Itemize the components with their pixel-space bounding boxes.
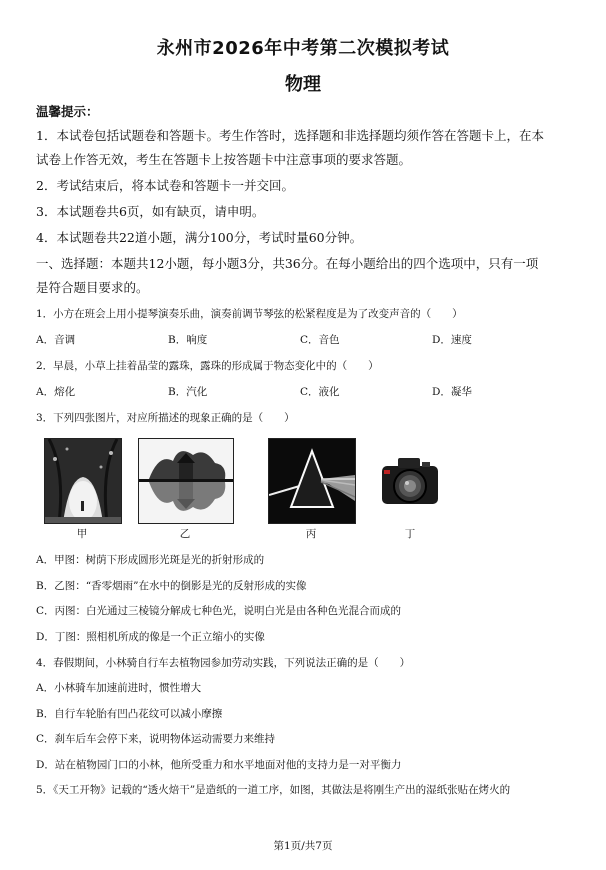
question-3-option-c: C．丙图：白光通过三棱镜分解成七种色光，说明白光是由各种色光混合而成的 xyxy=(36,605,402,617)
prism-image xyxy=(268,438,356,524)
question-2-option-c: C．液化 xyxy=(300,386,340,398)
question-4-stem: 4．春假期间，小林骑自行车去植物园参加劳动实践，下列说法正确的是（ ） xyxy=(36,657,411,669)
question-2-option-b: B．汽化 xyxy=(168,386,208,398)
caption-jia: 甲 xyxy=(76,528,88,540)
exam-title: 永州市2026年中考第二次模拟考试 xyxy=(156,38,450,59)
pavilion-reflection-image xyxy=(138,438,234,524)
notice-item-1: 1．本试卷包括试题卷和答题卡。考生作答时，选择题和非选择题均须作答在答题卡上，在本 xyxy=(36,128,544,143)
question-1-stem: 1．小方在班会上用小提琴演奏乐曲，演奏前调节琴弦的松紧程度是为了改变声音的（ ） xyxy=(36,308,463,320)
question-4-option-a: A．小林骑车加速前进时，惯性增大 xyxy=(36,682,202,694)
caption-yi: 乙 xyxy=(179,528,191,540)
question-2-stem: 2．早晨，小草上挂着晶莹的露珠，露珠的形成属于物态变化中的（ ） xyxy=(36,360,379,372)
notice-heading: 温馨提示： xyxy=(36,104,99,119)
question-1-option-d: D．速度 xyxy=(432,334,472,346)
caption-bing: 丙 xyxy=(305,528,317,540)
question-4-option-d: D．站在植物园门口的小林，他所受重力和水平地面对他的支持力是一对平衡力 xyxy=(36,759,402,771)
notice-item-3: 3．本试题卷共6页，如有缺页，请申明。 xyxy=(36,204,265,219)
question-3-option-b: B．乙图：“香零烟雨”在水中的倒影是光的反射形成的实像 xyxy=(36,580,307,592)
question-1-option-c: C．音色 xyxy=(300,334,340,346)
question-1-option-a: A．音调 xyxy=(36,334,76,346)
question-2-option-d: D．凝华 xyxy=(432,386,472,398)
page-number: 第1页/共7页 xyxy=(273,840,333,852)
notice-item-4: 4．本试题卷共22道小题，满分100分，考试时量60分钟。 xyxy=(36,230,363,245)
question-3-stem: 3．下列四张图片，对应所描述的现象正确的是（ ） xyxy=(36,412,295,424)
section-heading-cont: 是符合题目要求的。 xyxy=(36,280,149,295)
notice-item-2: 2．考试结束后，将本试卷和答题卡一并交回。 xyxy=(36,178,294,193)
caption-ding: 丁 xyxy=(404,528,416,540)
question-1-option-b: B．响度 xyxy=(168,334,208,346)
question-5-stem: 5．《天工开物》记载的“透火焙干”是造纸的一道工序，如图，其做法是将刚生产出的湿纸张贴在烤火的 xyxy=(36,784,511,796)
question-2-option-a: A．熔化 xyxy=(36,386,76,398)
camera-image xyxy=(376,438,444,522)
question-4-option-b: B．自行车轮胎有凹凸花纹可以减小摩擦 xyxy=(36,708,223,720)
question-3-option-a: A．甲图：树荫下形成圆形光斑是光的折射形成的 xyxy=(36,554,265,566)
notice-item-1-cont: 试卷上作答无效，考生在答题卡上按答题卡中注意事项的要求答题。 xyxy=(36,152,412,167)
question-3-option-d: D．丁图：照相机所成的像是一个正立缩小的实像 xyxy=(36,631,265,643)
tree-shade-image xyxy=(44,438,122,524)
question-4-option-c: C．刹车后车会停下来，说明物体运动需要力来维持 xyxy=(36,733,276,745)
section-heading: 一、选择题：本题共12小题，每小题3分，共36分。在每小题给出的四个选项中，只有一项 xyxy=(36,256,539,271)
subject-title: 物理 xyxy=(285,74,321,95)
